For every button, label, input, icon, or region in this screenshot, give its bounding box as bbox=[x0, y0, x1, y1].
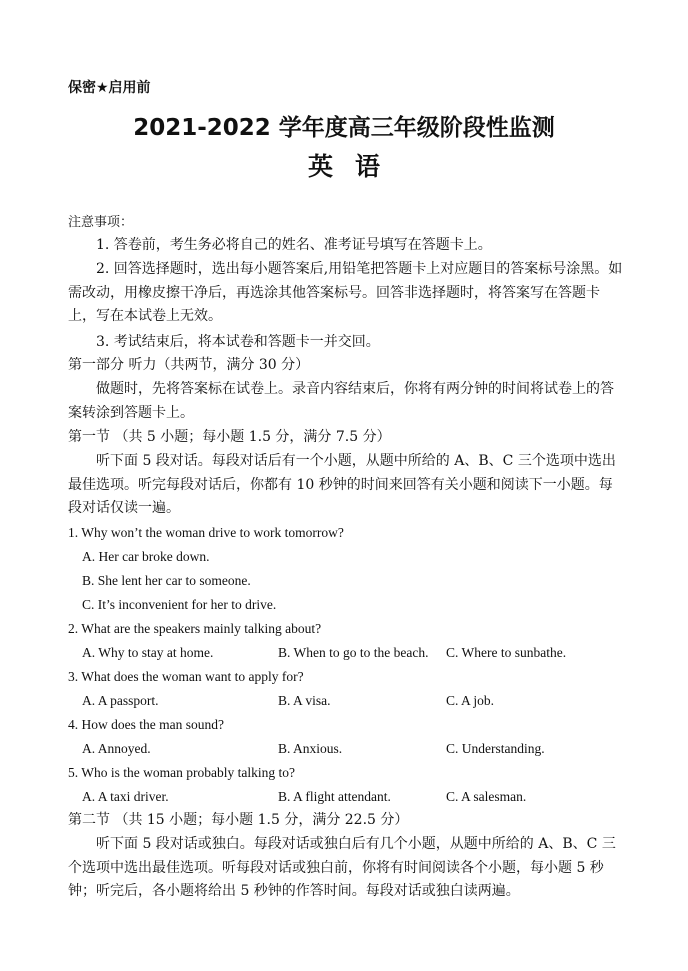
part1-instruction: 做题时，先将答案标在试卷上。录音内容结束后，你将有两分钟的时间将试卷上的答案转涂到答题卡上。 bbox=[68, 381, 614, 421]
q1-option-a: A. Her car broke down. bbox=[82, 549, 210, 564]
q4-option-a: A. Annoyed. bbox=[82, 741, 151, 756]
q3-option-b: B. A visa. bbox=[278, 693, 331, 708]
part1-heading: 第一部分 听力（共两节，满分 30 分） bbox=[68, 357, 310, 373]
section1-instruction: 听下面 5 段对话。每段对话后有一个小题，从题中所给的 A、B、C 三个选项中选出最佳选项。听完每段对话后，你都有 10 秒钟的时间来回答有关小题和阅读下一小题。每段对话仅读一遍。 bbox=[68, 453, 616, 516]
question-3: 3. What does the woman want to apply for? bbox=[68, 669, 304, 684]
q1-option-b: B. She lent her car to someone. bbox=[82, 573, 251, 588]
subject-title: 英语 bbox=[307, 152, 402, 181]
confidential-label: 保密★启用前 bbox=[68, 80, 151, 96]
q5-option-b: B. A flight attendant. bbox=[278, 789, 391, 804]
section1-heading: 第一节 （共 5 小题；每小题 1.5 分，满分 7.5 分） bbox=[68, 429, 391, 445]
section2-heading: 第二节 （共 15 小题；每小题 1.5 分，满分 22.5 分） bbox=[68, 812, 409, 828]
q1-option-c: C. It’s inconvenient for her to drive. bbox=[82, 597, 277, 612]
section2-instruction: 听下面 5 段对话或独白。每段对话或独白后有几个小题，从题中所给的 A、B、C 三个选项中选出最佳选项。听每段对话或独白前，你将有时间阅读各个小题，每小题 5 秒钟；听完后，各小题将给出 5 秒钟的作答时间。每段对话或独白读两遍。 bbox=[68, 836, 616, 899]
q3-option-c: C. A job. bbox=[446, 693, 495, 708]
q2-option-b: B. When to go to the beach. bbox=[278, 645, 429, 660]
exam-title: 2021-2022 学年度高三年级阶段性监测 bbox=[133, 115, 555, 141]
q4-option-b: B. Anxious. bbox=[278, 741, 343, 756]
q5-option-a: A. A taxi driver. bbox=[82, 789, 169, 804]
note-item-1: 1. 答卷前，考生务必将自己的姓名、准考证号填写在答题卡上。 bbox=[96, 237, 492, 253]
q5-option-c: C. A salesman. bbox=[446, 789, 527, 804]
question-2: 2. What are the speakers mainly talking about? bbox=[68, 621, 322, 636]
q2-option-a: A. Why to stay at home. bbox=[82, 645, 214, 660]
question-4: 4. How does the man sound? bbox=[68, 717, 224, 732]
note-item-3: 3. 考试结束后，将本试卷和答题卡一并交回。 bbox=[96, 334, 380, 350]
question-1: 1. Why won’t the woman drive to work tomorrow? bbox=[68, 525, 344, 540]
question-5: 5. Who is the woman probably talking to? bbox=[68, 765, 295, 780]
q3-option-a: A. A passport. bbox=[82, 693, 159, 708]
notes-heading: 注意事项： bbox=[68, 215, 134, 230]
q2-option-c: C. Where to sunbathe. bbox=[446, 645, 567, 660]
note-item-2: 2. 回答选择题时，选出每小题答案后,用铅笔把答题卡上对应题目的答案标号涂黑。如需改动，用橡皮擦干净后，再选涂其他答案标号。回答非选择题时，将答案写在答题卡上，写在本试卷上无效。 bbox=[68, 261, 623, 324]
q4-option-c: C. Understanding. bbox=[446, 741, 545, 756]
